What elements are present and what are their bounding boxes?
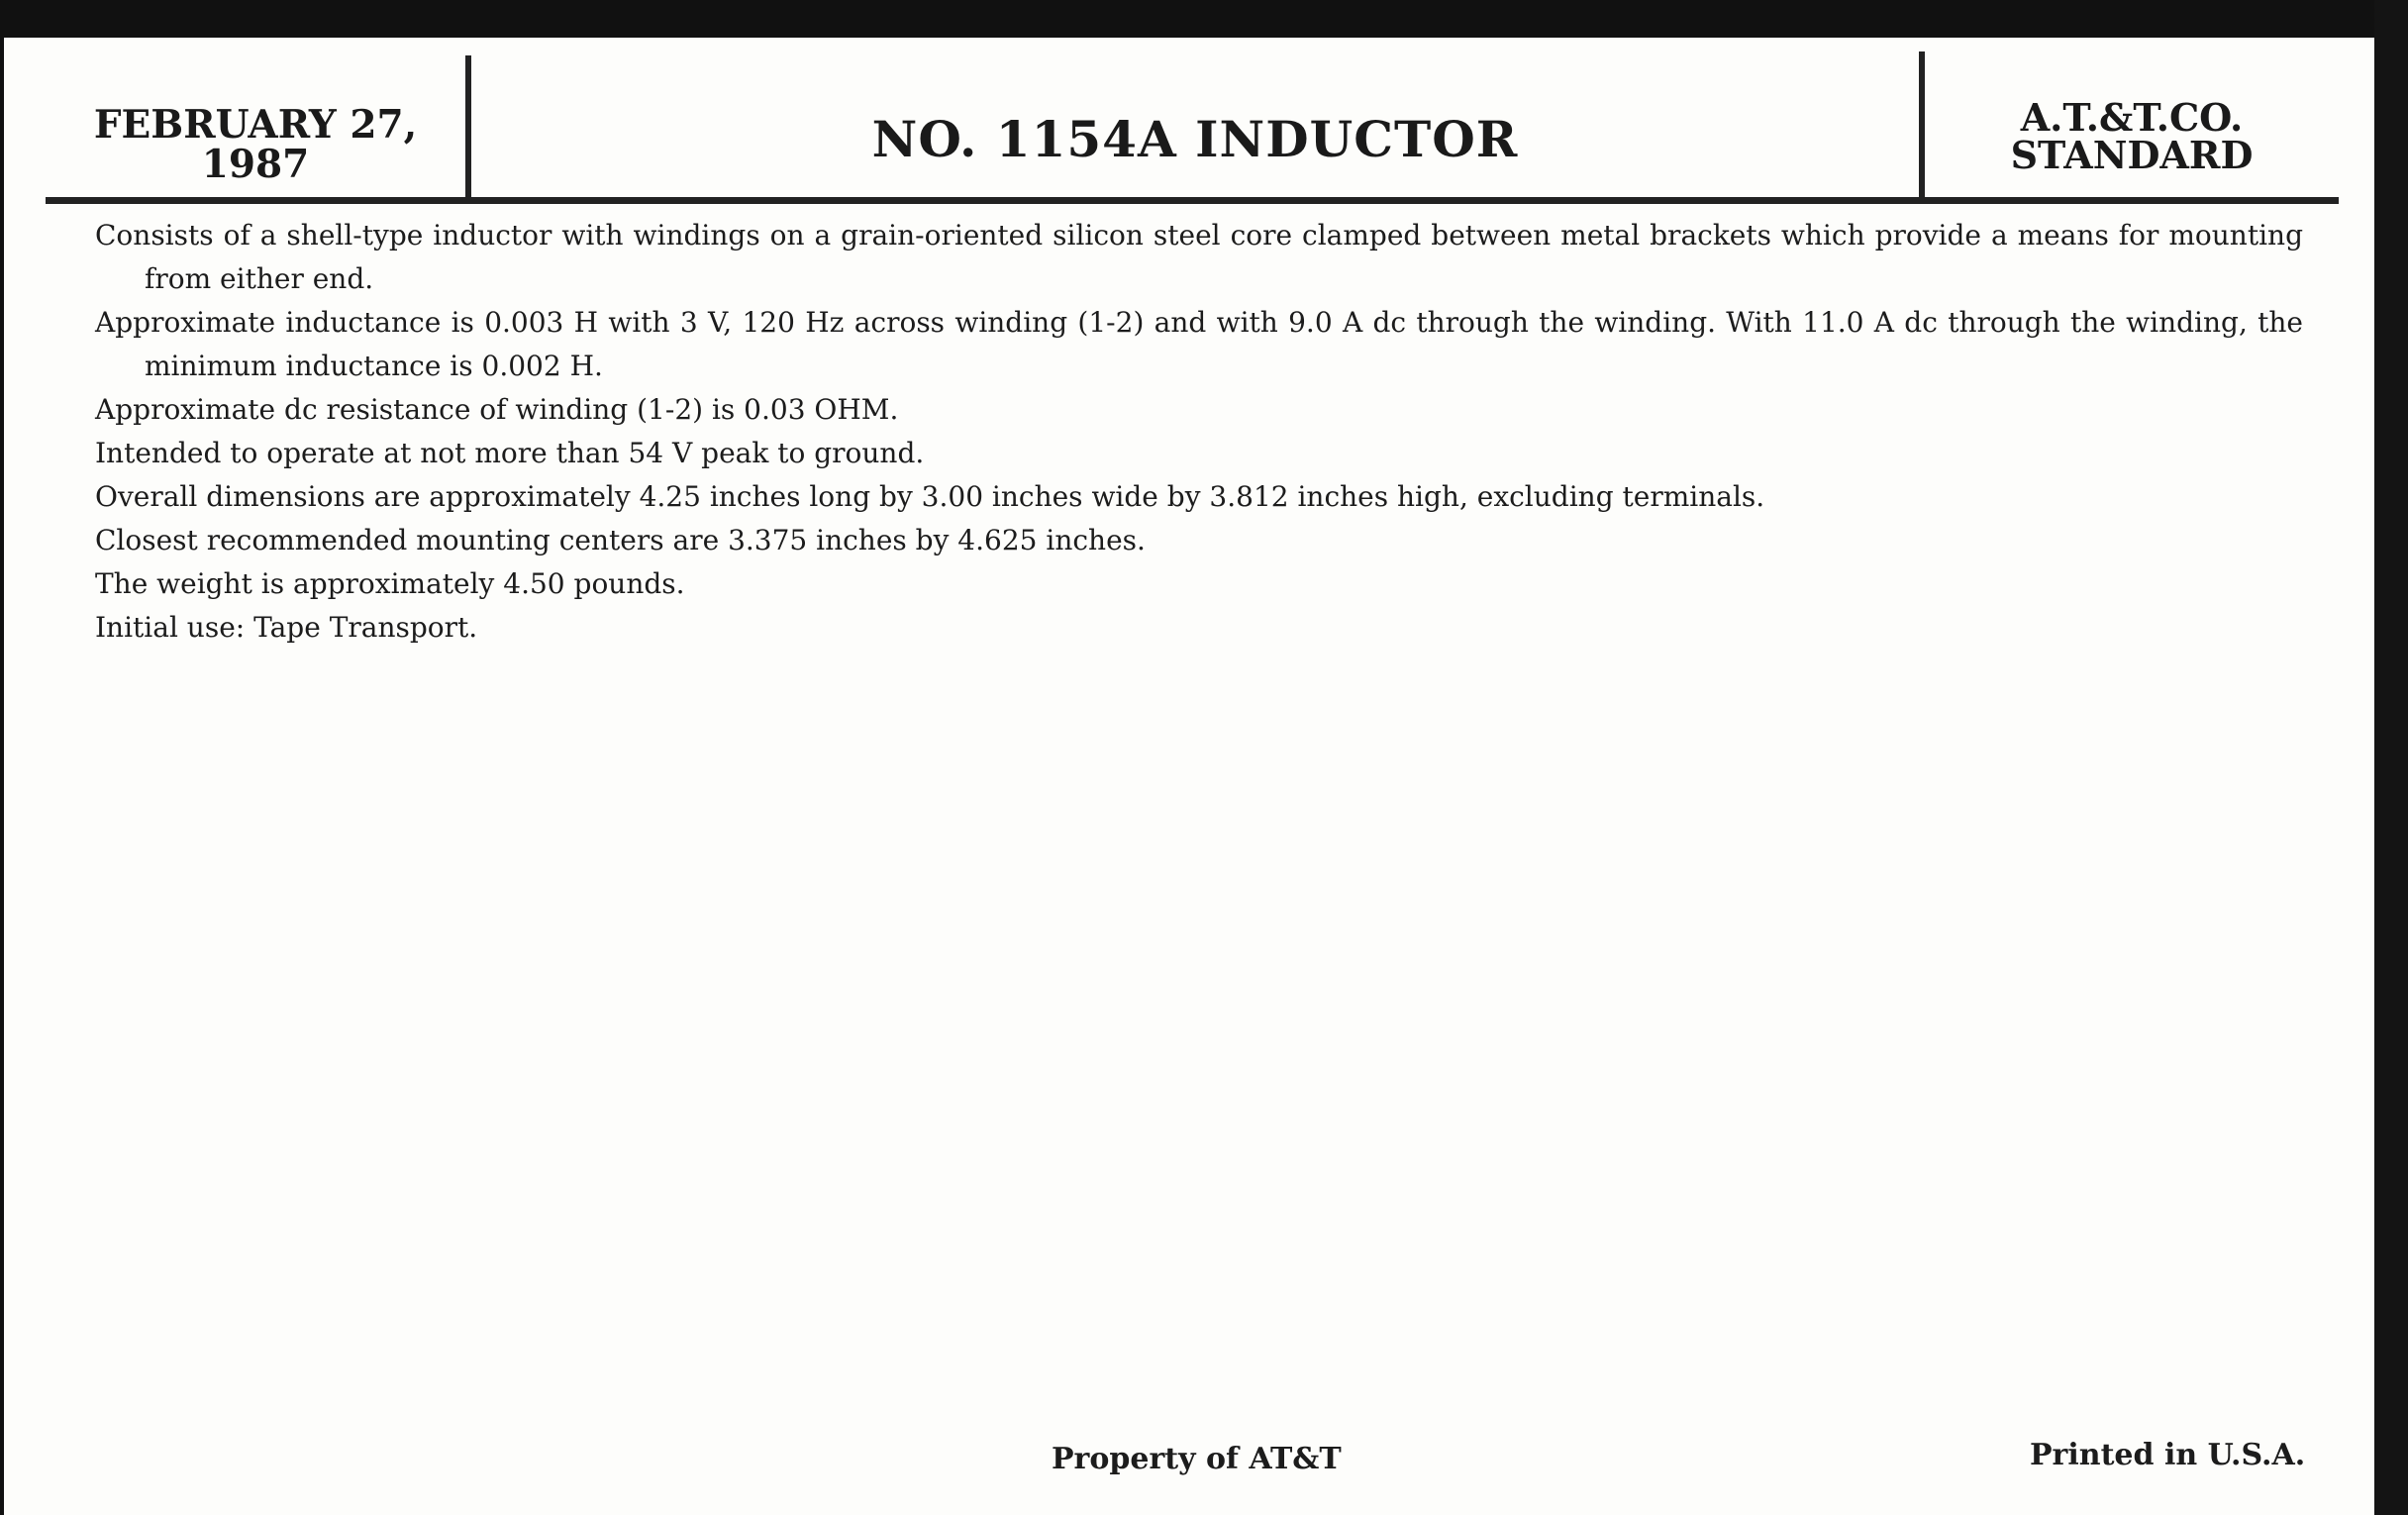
page-title: NO. 1154A INDUCTOR (871, 110, 1519, 168)
spec-paragraph-dimensions: Overall dimensions are approximately 4.25 inches long by 3.00 inches wide by 3.812 inches high, excluding terminals. (95, 480, 1765, 513)
spec-body (95, 214, 2303, 650)
header-date (46, 102, 465, 187)
header-rule (46, 197, 2339, 204)
spec-paragraph-mounting: Closest recommended mounting centers are 3.375 inches by 4.625 inches. (95, 524, 1146, 556)
header-standard (1925, 95, 2339, 177)
spec-paragraph-voltage: Intended to operate at not more than 54 V peak to ground. (95, 437, 925, 469)
spec-paragraph-resistance: Approximate dc resistance of winding (1-2) is 0.03 OHM. (95, 393, 899, 426)
spec-paragraph-initial-use: Initial use: Tape Transport. (95, 611, 478, 644)
header-date-line2: 1987 (201, 142, 310, 187)
spec-paragraph-construction: Consists of a shell-type inductor with windings on a grain-oriented silicon steel core clamped between metal brackets which provide a means for mounting from either end. (95, 219, 2303, 295)
footer-property: Property of AT&T (1052, 1442, 1342, 1476)
header-date-line1: FEBRUARY 27, (93, 102, 418, 148)
spec-paragraph-weight: The weight is approximately 4.50 pounds. (95, 567, 685, 600)
scan-edge-shadow (2374, 0, 2408, 1515)
header-standard-line2: STANDARD (2010, 133, 2254, 177)
spec-paragraph-inductance: Approximate inductance is 0.003 H with 3 V, 120 Hz across winding (1-2) and with 9.0 A dc through the winding. With 11.0 A dc through the winding, the minimum inductance is 0.002 H. (95, 306, 2303, 382)
spec-card (4, 38, 2374, 1515)
header-standard-line1: A.T.&T.CO. (2020, 95, 2244, 140)
footer-printed: Printed in U.S.A. (2030, 1438, 2306, 1472)
